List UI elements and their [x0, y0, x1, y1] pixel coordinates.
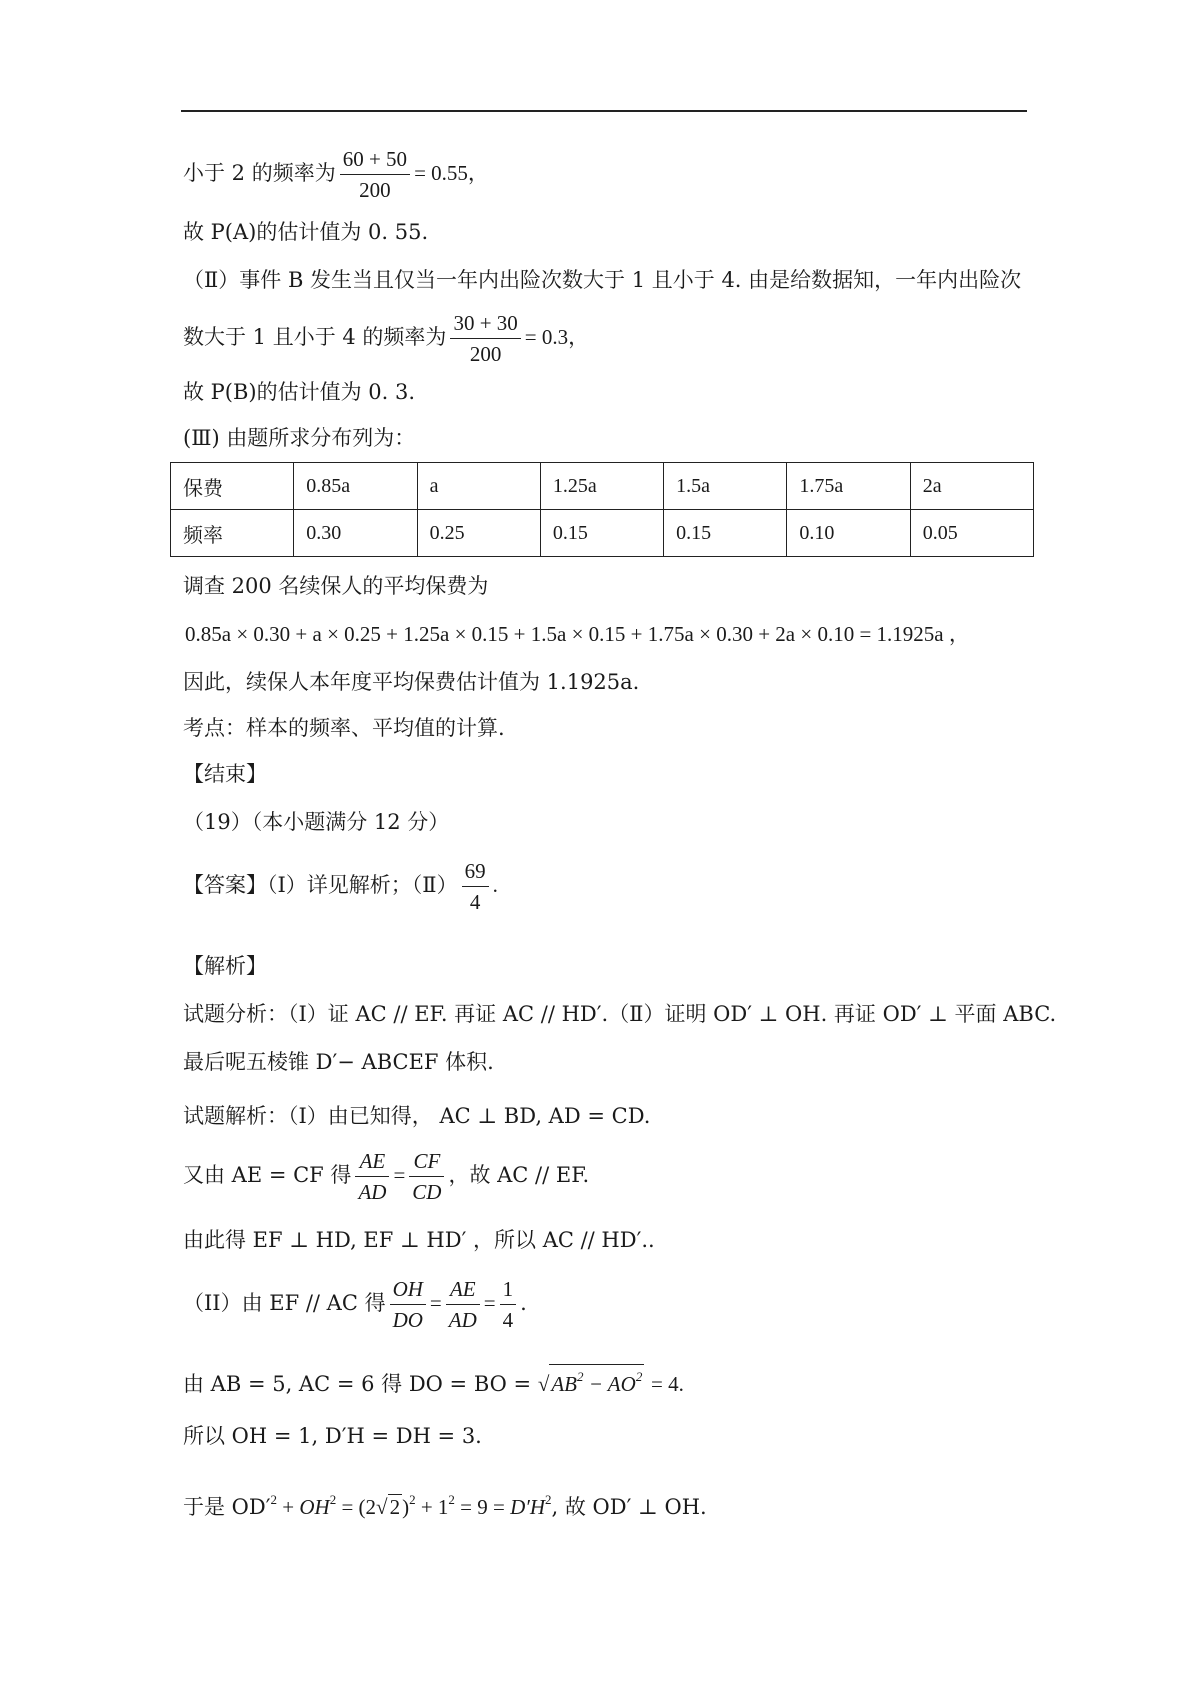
q19-answer: [183, 858, 498, 915]
fraction: [340, 146, 410, 203]
text: 又由 AE = CF 得: [183, 1163, 352, 1187]
fraction-denominator: DO: [392, 1308, 423, 1332]
fraction-numerator: 60 + 50: [340, 146, 410, 175]
solution-line-1: 试题解析：（I）由已知得， AC ⊥ BD, AD = CD.: [183, 1104, 651, 1128]
fraction-numerator: 1: [500, 1276, 517, 1305]
fraction-denominator: 200: [359, 178, 391, 202]
average-intro: 调查 200 名续保人的平均保费为: [183, 574, 489, 598]
fraction: [409, 1148, 444, 1205]
text: 数大于 1 且小于 4 的频率为: [183, 325, 447, 349]
kaodian: 考点：样本的频率、平均值的计算.: [183, 716, 505, 740]
fraction-numerator: 30 + 30: [450, 310, 520, 339]
end-marker: 【结束】: [183, 762, 267, 786]
table-cell: 1.5a: [664, 463, 787, 510]
table-cell: 频率: [171, 510, 294, 557]
text: .: [520, 1291, 527, 1315]
part-c-intro: (Ⅲ) 由题所求分布列为：: [183, 426, 416, 450]
solution-line-4: （II）由 EF // AC 得 $\frac{OH}{DO}$ = $\frac{AE}{AD}$ = $\frac{1}{4}$ .: [183, 1277, 527, 1332]
text: 于是 OD′: [183, 1495, 271, 1519]
part-b-line-1: （Ⅱ）事件 B 发生当且仅当一年内出险次数大于 1 且小于 4. 由是给数据知，一年内出险次: [183, 268, 1022, 292]
table-row: [171, 510, 1034, 557]
fraction-numerator: CF: [409, 1148, 444, 1177]
solution-line-2: 又由 AE = CF 得 $\frac{AE}{AD}$ = $\frac{CF}{CD}$ ，故 AC // EF.: [183, 1149, 590, 1204]
part-b-estimate: 故 P(B)的估计值为 0. 3.: [183, 380, 416, 404]
analysis-line-2: 最后呢五棱锥 D′− ABCEF 体积.: [183, 1050, 494, 1074]
fraction-denominator: 200: [469, 342, 502, 366]
table-cell: 0.05: [910, 510, 1033, 557]
table-cell: 2a: [910, 463, 1033, 510]
fraction-denominator: 4: [469, 890, 481, 914]
text: = 0.3，: [524, 325, 590, 349]
text: 小于 2 的频率为: [183, 161, 336, 185]
table-row: [171, 463, 1034, 510]
distribution-table: [170, 462, 1034, 557]
table-cell: 0.15: [540, 510, 663, 557]
fraction-numerator: AE: [355, 1148, 389, 1177]
text: , 故 OD′ ⊥ OH.: [551, 1495, 707, 1519]
table-cell: 1.25a: [540, 463, 663, 510]
text: 由 AB = 5, AC = 6 得 DO = BO =: [183, 1372, 532, 1396]
fraction: [500, 1276, 517, 1333]
text: ，故 AC // EF.: [448, 1163, 590, 1187]
fraction: [355, 1148, 389, 1205]
text: .: [492, 873, 498, 897]
table-cell: 0.30: [294, 510, 417, 557]
table-cell: 0.10: [787, 510, 910, 557]
table-cell: 0.15: [664, 510, 787, 557]
fraction: [462, 858, 489, 915]
jiexi-heading: 【解析】: [183, 954, 267, 978]
text: （II）由 EF // AC 得: [183, 1291, 386, 1315]
solution-line-5: [183, 1364, 684, 1398]
fraction: [450, 310, 520, 367]
fraction-numerator: AE: [446, 1276, 480, 1305]
analysis-line-1: 试题分析：（Ⅰ）证 AC // EF. 再证 AC // HD′.（Ⅱ）证明 OD′ ⊥ OH. 再证 OD′ ⊥ 平面 ABC.: [183, 1002, 1057, 1026]
sqrt-sign: √: [537, 1372, 550, 1396]
fraction-denominator: CD: [412, 1180, 442, 1204]
part-a-frequency-line: [183, 146, 489, 203]
table-cell: 保费: [171, 463, 294, 510]
table-cell: a: [417, 463, 540, 510]
part-a-estimate: 故 P(A)的估计值为 0. 55.: [183, 220, 429, 244]
table-cell: 0.85a: [294, 463, 417, 510]
text: = 4.: [651, 1372, 684, 1396]
header-rule: [181, 110, 1027, 112]
text: = 0.55，: [414, 161, 489, 185]
q19-header: （19）（本小题满分 12 分）: [183, 810, 450, 834]
fraction: [446, 1276, 480, 1333]
table-cell: 1.75a: [787, 463, 910, 510]
solution-line-6: 所以 OH = 1, D′H = DH = 3.: [183, 1424, 482, 1448]
solution-line-7: 于是 $OD'^2 + OH^2 = (2√2)^2 + 1^2 = 9 = D'H^2$, 故 OD′ ⊥ OH.: [183, 1492, 707, 1519]
fraction-numerator: OH: [390, 1276, 426, 1305]
fraction-denominator: AD: [358, 1180, 387, 1204]
part-b-frequency-line: [183, 310, 589, 367]
text: 【答案】（Ⅰ）详见解析；（Ⅱ）: [183, 873, 458, 897]
average-formula: 0.85a × 0.30 + a × 0.25 + 1.25a × 0.15 + 1.5a × 0.15 + 1.75a × 0.30 + 2a × 0.10 = 1.1925a ，: [185, 622, 970, 646]
fraction-denominator: 4: [502, 1308, 514, 1332]
sqrt-radicand: $AB^2 - AO^2$: [549, 1364, 644, 1396]
fraction-denominator: AD: [448, 1308, 477, 1332]
table-cell: 0.25: [417, 510, 540, 557]
conclusion: 因此，续保人本年度平均保费估计值为 1.1925a.: [183, 670, 640, 694]
solution-line-3: 由此得 EF ⊥ HD, EF ⊥ HD′ ，所以 AC // HD′..: [183, 1228, 655, 1252]
fraction: [390, 1276, 426, 1333]
fraction-numerator: 69: [462, 858, 489, 887]
